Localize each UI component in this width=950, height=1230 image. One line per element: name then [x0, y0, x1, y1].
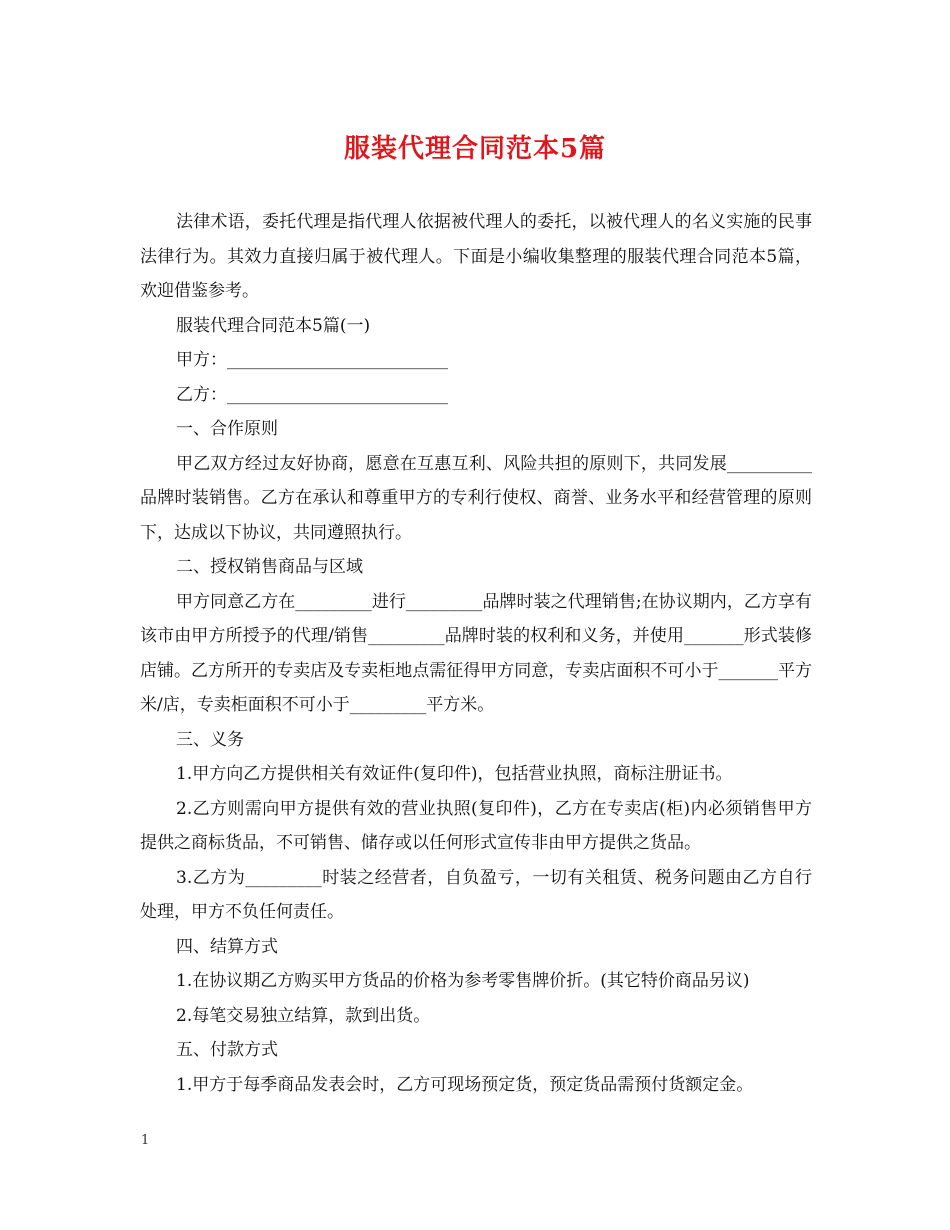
party-b-line: 乙方：__________________________ [176, 384, 448, 405]
document-title: 服装代理合同范本5篇 [343, 134, 607, 164]
section-heading-contract-1: 服装代理合同范本5篇(一) [176, 315, 371, 336]
clause-heading-settlement: 四、结算方式 [176, 936, 278, 957]
clause-heading-obligations: 三、义务 [176, 729, 244, 750]
clause-heading-cooperation: 一、合作原则 [176, 419, 278, 439]
settlement-item-1: 1.在协议期乙方购买甲方货品的价格为参考零售牌价折。(其它特价商品另议) [176, 971, 750, 991]
obligation-item-3: 3.乙方为_________时装之经营者，自负盈亏，一切有关租赁、税务问题由乙方自行处理，甲方不负任何责任。 [140, 867, 812, 922]
party-a-line: 甲方：__________________________ [176, 350, 448, 370]
clause-text-cooperation: 甲乙双方经过友好协商，愿意在互惠互利、风险共担的原则下，共同发展__________品牌时装销售。乙方在承认和尊重甲方的专利行使权、商誉、业务水平和经营管理的原则下，达成以下协议，共同遵照执行。 [140, 453, 812, 543]
document-body [140, 205, 812, 1102]
page-number: 1 [141, 1133, 150, 1148]
settlement-item-2: 2.每笔交易独立结算，款到出货。 [176, 1005, 431, 1026]
intro-paragraph: 法律术语，委托代理是指代理人依据被代理人的委托，以被代理人的名义实施的民事法律行为。其效力直接归属于被代理人。下面是小编收集整理的服装代理合同范本5篇，欢迎借鉴参考。 [140, 212, 812, 301]
clause-heading-authorization: 二、授权销售商品与区域 [176, 557, 363, 577]
obligation-item-1: 1.甲方向乙方提供相关有效证件(复印件)，包括营业执照，商标注册证书。 [176, 764, 733, 784]
clause-text-authorization: 甲方同意乙方在_________进行_________品牌时装之代理销售;在协议期内，乙方享有该市由甲方所授予的代理/销售_________品牌时装的权利和义务，并使用_______形式装修店铺。乙方所开的专卖店及专卖柜地点需征得甲方同意，专卖店面积不可小于_______平方米/店，专卖柜面积不可小于_________平方米。 [140, 591, 812, 715]
payment-item-1: 1.甲方于每季商品发表会时，乙方可现场预定货，预定货品需预付货额定金。 [176, 1074, 754, 1095]
clause-heading-payment: 五、付款方式 [176, 1040, 278, 1060]
obligation-item-2: 2.乙方则需向甲方提供有效的营业执照(复印件)，乙方在专卖店(柜)内必须销售甲方提供之商标货品，不可销售、储存或以任何形式宣传非由甲方提供之货品。 [140, 798, 812, 853]
